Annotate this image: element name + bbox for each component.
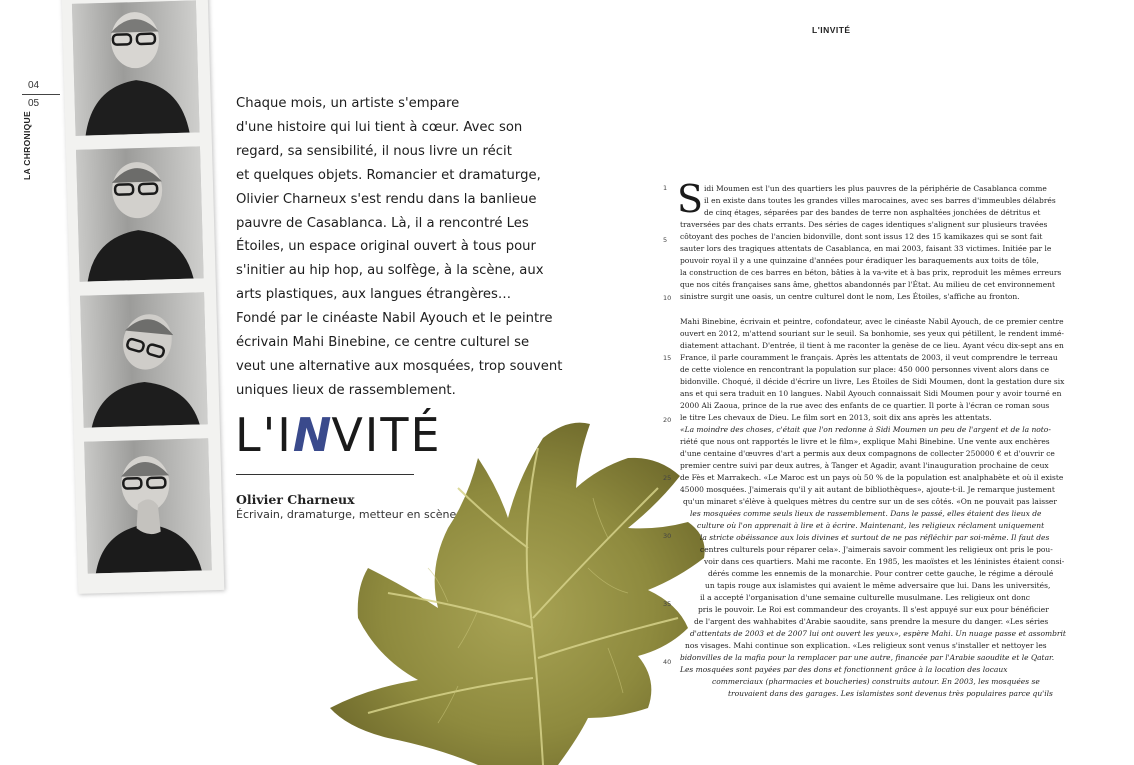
article-line: pouvoir royal il y a une quinzaine d'années pour éradiquer les baraquements aux toits de tôle, [680, 256, 1039, 265]
intro-line: s'initier au hip hop, au solfège, à la scène, aux [236, 263, 544, 279]
article-line: centres culturels pour réparer cela». J'aimerais savoir comment les religieux ont pris le pou- [700, 545, 1053, 554]
article-line: le titre Les chevaux de Dieu. Le film sort en 2013, soit dix ans après les attentats. [680, 413, 992, 422]
article-line: il a accepté l'organisation d'une semaine culturelle musulmane. Les religieux ont donc [700, 593, 1030, 602]
article-line: qu'un minaret s'élève à quelques mètres du centre sur un de ses côtés. «On ne pouvait pas laisser [683, 497, 1057, 506]
article-line: culture où l'on apprenait à lire et à écrire. Maintenant, les religieux réclament uniquement [697, 521, 1045, 530]
portrait-photo [72, 0, 200, 135]
line-number: 10 [663, 294, 672, 302]
article-line: traversées par des chats errants. Des séries de cages identiques s'alignent sur plusieurs travées [680, 220, 1048, 229]
portrait-photo [76, 146, 204, 281]
portrait-photo [80, 292, 208, 427]
article-line: il en existe dans toutes les grandes villes marocaines, avec ses barres d'immeubles délabrés [704, 196, 1056, 205]
intro-line: veut une alternative aux mosquées, trop souvent [236, 358, 563, 374]
article-line: d'attentats de 2003 et de 2007 lui ont ouvert les yeux», espère Mahi. Un nuage passe et assombrit [690, 629, 1066, 638]
article-line: idi Moumen est l'un des quartiers les plus pauvres de la périphérie de Casablanca comme [704, 184, 1047, 193]
article-line: riété que nous ont rapportés le livre et le film», explique Mahi Binebine. Une vente aux enchères [680, 437, 1050, 446]
title-part: VITÉ [331, 408, 442, 462]
left-page-number: 04 [28, 80, 40, 91]
line-number: 35 [663, 600, 672, 608]
line-number: 40 [663, 658, 672, 666]
article-line: commerciaux (pharmacies et boucheries) construits autour. En 2003, les mosquées se [712, 677, 1040, 686]
article-line: diatement attachant. D'entrée, il tient à me raconter la genèse de ce lieu. Ayant vécu dix-sept ans en [680, 341, 1064, 350]
article-line: bidonvilles de la mafia pour la remplacer par une autre, financée par l'Arabie saoudite et le Qatar. [680, 653, 1055, 662]
article-line: voir dans ces quartiers. Mahi me raconte. En 1985, les maoïstes et les léninistes étaient consi- [704, 557, 1065, 566]
title-accent-letter: N [292, 408, 332, 462]
article-line: «La moindre des choses, c'était que l'on redonne à Sidi Moumen un peu de l'argent et de la noto- [680, 425, 1051, 434]
article-line: nos visages. Mahi continue son explication. «Les religieux sont venus s'installer et nettoyer les [685, 641, 1047, 650]
article-line: pris le pouvoir. Le Roi est commandeur des croyants. Il s'est appuyé sur eux pour bénéficier [698, 605, 1049, 614]
article-line: un tapis rouge aux islamistes qui avaient le même adversaire que lui. Dans les universités, [705, 581, 1051, 590]
article-line: côtoyant des poches de l'ancien bidonville, dont sont issus 12 des 15 kamikazes qui se sont fait [680, 232, 1043, 241]
article-line: 45000 mosquées. J'aimerais qu'il y ait autant de bibliothèques», ajoute-t-il. Je remarque justement [680, 485, 1055, 494]
article-line: de cette violence en rencontrant la population sur place: 450 000 personnes vivent alors dans ce [680, 365, 1050, 374]
intro-line: écrivain Mahi Binebine, ce centre culturel se [236, 335, 530, 351]
article-line: ans et qui sera traduit en 10 langues. Nabil Ayouch connaissait Sidi Moumen pour y avoir tourné en [680, 389, 1062, 398]
intro-line: d'une histoire qui lui tient à cœur. Avec son [236, 119, 523, 135]
intro-line: et quelques objets. Romancier et dramaturge, [236, 167, 541, 183]
article-line: d'une centaine d'œuvres d'art a permis aux deux compagnons de collecter 250000 € et d'ouvrir ce [680, 449, 1055, 458]
photo-booth-strip [62, 0, 225, 594]
article-line: Les mosquées sont payées par des dons et fonctionnent grâce à la location des locaux [680, 665, 1008, 674]
drop-cap: S [677, 177, 704, 221]
article-line: France, il parle couramment le français. Après les attentats de 2003, il veut comprendre le terreau [680, 353, 1058, 362]
folio-divider [22, 94, 60, 95]
intro-line: Fondé par le cinéaste Nabil Ayouch et le peintre [236, 311, 553, 327]
line-number: 20 [663, 416, 672, 424]
page-folio [22, 80, 62, 109]
title-part: L'I [235, 408, 293, 462]
article-line: Mahi Binebine, écrivain et peintre, cofondateur, avec le cinéaste Nabil Ayouch, de ce premier centre [680, 317, 1064, 326]
article-line: de Fès et Marrakech. «Le Maroc est un pays où 50 % de la population est analphabète et où il existe [680, 473, 1064, 482]
fig-leaf-illustration [328, 418, 728, 765]
article-line: les mosquées comme seuls lieux de rassemblement. Dans le passé, elles étaient des lieux de [690, 509, 1042, 518]
intro-line: Étoiles, un espace original ouvert à tous pour [236, 239, 536, 255]
article-line: de cinq étages, séparées par des bandes de terre non asphaltées jonchées de détritus et [704, 208, 1041, 217]
article-line: ouvert en 2012, m'attend souriant sur le seuil. Sa bonhomie, ses yeux qui pétillent, le rendent immé- [680, 329, 1064, 338]
intro-line: Chaque mois, un artiste s'empare [236, 96, 460, 111]
article-line: dérés comme les ennemis de la monarchie. Pour contrer cette gauche, le régime a déroulé [708, 569, 1054, 578]
line-number: 5 [663, 236, 668, 244]
article-line: la stricte obéissance aux lois divines et surtout de ne pas réfléchir par soi-même. Il faut des [700, 533, 1050, 542]
article-line: de l'argent des wahhabites d'Arabie saoudite, sans prendre la mesure du danger. «Les séries [694, 617, 1049, 626]
article-line: sauter lors des tragiques attentats de Casablanca, en mai 2003, faisant 33 victimes. Initiée par le [680, 244, 1052, 253]
line-number: 25 [663, 474, 672, 482]
line-number: 1 [663, 184, 668, 192]
article-line: premier centre suivi par deux autres, à Tanger et Agadir, avant l'inauguration prochaine de ceux [680, 461, 1049, 470]
article-line: sinistre surgit une oasis, un centre culturel dont le nom, Les Étoiles, s'affiche au fronton. [680, 292, 1020, 301]
article-line: que nos cités françaises sans âme, ghettos abandonnés par l'État. Au milieu de cet environnement [680, 280, 1056, 289]
author-role: Écrivain, dramaturge, metteur en scène [236, 508, 457, 521]
intro-line: uniques lieux de rassemblement. [236, 382, 456, 398]
intro-line: Olivier Charneux s'est rendu dans la banlieue [236, 191, 537, 207]
article-line: 2000 Ali Zaoua, prince de la rue avec des enfants de ce quartier. Il porte à l'écran ce roman sous [680, 401, 1050, 410]
intro-paragraph [236, 92, 563, 403]
section-label: LA CHRONIQUE [22, 111, 32, 180]
right-page-number: 05 [28, 98, 40, 109]
author-name: Olivier Charneux [236, 492, 355, 507]
line-number: 15 [663, 354, 672, 362]
article-line: bidonville. Choqué, il décide d'écrire un livre, Les Étoiles de Sidi Moumen, dont la gestation dure six [680, 377, 1065, 386]
intro-line: regard, sa sensibilité, il nous livre un récit [236, 143, 512, 159]
article-line: la construction de ces barres en béton, bâties à la va-vite et à bas prix, reproduit les mêmes erreurs [680, 268, 1062, 277]
intro-line: pauvre de Casablanca. Là, il a rencontré Les [236, 215, 529, 231]
running-head: L'INVITÉ [812, 25, 851, 35]
intro-line: arts plastiques, aux langues étrangères… [236, 287, 512, 303]
article-line: trouvaient dans des garages. Les islamistes sont devenus très populaires parce qu'ils [728, 689, 1053, 698]
line-number: 30 [663, 532, 672, 540]
portrait-photo [84, 438, 212, 573]
